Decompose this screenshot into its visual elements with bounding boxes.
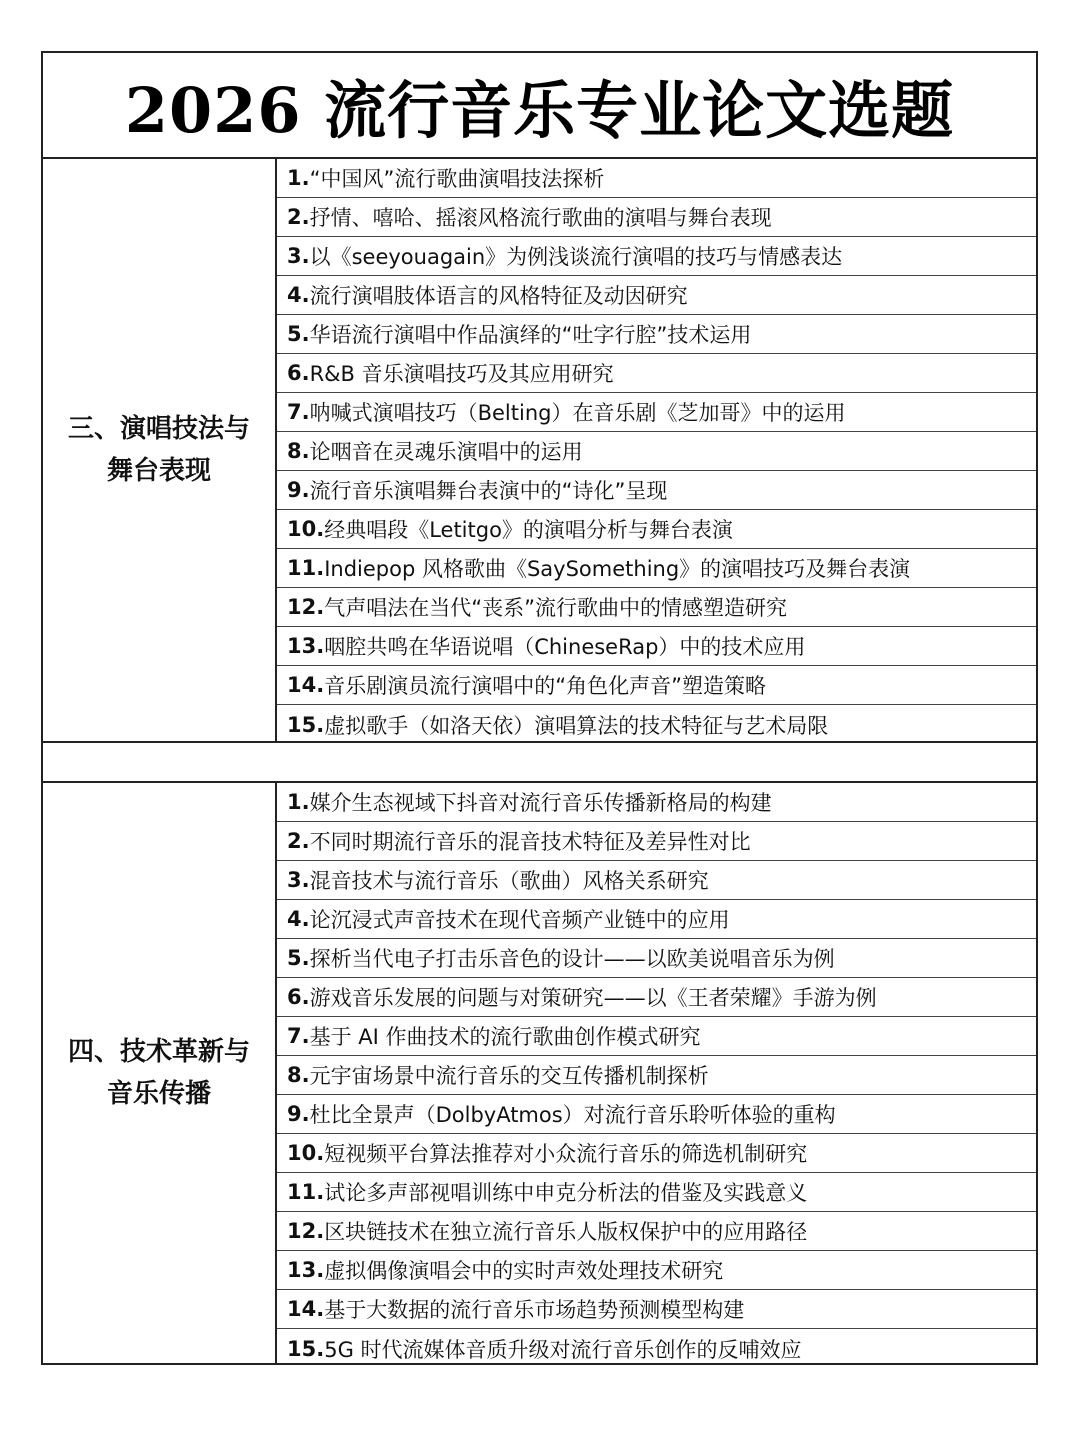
topic-row xyxy=(277,627,1036,666)
topic-text: 探析当代电子打击乐音色的设计——以欧美说唱音乐为例 xyxy=(309,947,835,971)
topic-row xyxy=(277,315,1036,354)
topic-number: 3. xyxy=(287,244,310,268)
topic-text: 基于 AI 作曲技术的流行歌曲创作模式研究 xyxy=(309,1025,701,1049)
topic-list xyxy=(277,783,1036,1363)
topic-row xyxy=(277,510,1036,549)
section-vocal-technique xyxy=(43,159,1036,743)
topic-text: 虚拟歌手（如洛天依）演唱算法的技术特征与艺术局限 xyxy=(324,713,829,738)
topic-text: 游戏音乐发展的问题与对策研究——以《王者荣耀》手游为例 xyxy=(309,986,877,1010)
topic-number: 12. xyxy=(287,595,325,619)
topic-number: 6. xyxy=(287,985,310,1009)
topic-number: 4. xyxy=(287,283,310,307)
topic-text: 流行音乐演唱舞台表演中的“诗化”呈现 xyxy=(309,479,668,503)
topic-number: 2. xyxy=(287,829,310,853)
topic-number: 1. xyxy=(287,790,310,814)
topic-row xyxy=(277,1290,1036,1329)
topic-text: 媒介生态视域下抖音对流行音乐传播新格局的构建 xyxy=(309,791,772,815)
topic-row xyxy=(277,978,1036,1017)
section-label-cell xyxy=(43,783,277,1363)
section-label: 四、技术革新与 音乐传播 xyxy=(67,1037,250,1109)
topic-text: 试论多声部视唱训练中申克分析法的借鉴及实践意义 xyxy=(324,1181,808,1205)
topic-number: 14. xyxy=(287,673,325,697)
topic-text: 流行演唱肢体语言的风格特征及动因研究 xyxy=(309,284,688,308)
topic-row xyxy=(277,1134,1036,1173)
topic-text: 咽腔共鸣在华语说唱（ChineseRap）中的技术应用 xyxy=(324,635,806,659)
topic-number: 13. xyxy=(287,1258,325,1282)
topic-row xyxy=(277,588,1036,627)
section-label: 三、演唱技法与 舞台表现 xyxy=(67,414,250,486)
topic-row xyxy=(277,393,1036,432)
topic-number: 7. xyxy=(287,400,310,424)
topic-text: 论咽音在灵魂乐演唱中的运用 xyxy=(309,440,583,464)
topic-list xyxy=(277,159,1036,741)
topic-number: 9. xyxy=(287,478,310,502)
topic-row xyxy=(277,900,1036,939)
topic-row xyxy=(277,666,1036,705)
topic-text: 杜比全景声（DolbyAtmos）对流行音乐聆听体验的重构 xyxy=(309,1103,836,1127)
topic-row xyxy=(277,432,1036,471)
topic-row xyxy=(277,939,1036,978)
topic-row xyxy=(277,471,1036,510)
topic-text: 音乐剧演员流行演唱中的“角色化声音”塑造策略 xyxy=(324,674,766,698)
topic-table xyxy=(41,51,1038,1365)
section-tech-innovation xyxy=(43,783,1036,1363)
topic-text: 5G 时代流媒体音质升级对流行音乐创作的反哺效应 xyxy=(324,1337,802,1362)
topic-text: 经典唱段《Letitgo》的演唱分析与舞台表演 xyxy=(324,518,733,542)
topic-row xyxy=(277,549,1036,588)
topic-number: 8. xyxy=(287,439,310,463)
section-label-cell xyxy=(43,159,277,741)
topic-number: 11. xyxy=(287,1180,325,1204)
topic-row xyxy=(277,1173,1036,1212)
topic-number: 9. xyxy=(287,1102,310,1126)
topic-number: 6. xyxy=(287,361,310,385)
topic-row xyxy=(277,1056,1036,1095)
topic-row xyxy=(277,237,1036,276)
topic-text: 华语流行演唱中作品演绎的“吐字行腔”技术运用 xyxy=(309,323,752,347)
topic-text: 短视频平台算法推荐对小众流行音乐的筛选机制研究 xyxy=(324,1142,808,1166)
topic-row xyxy=(277,1017,1036,1056)
empty-separator-row xyxy=(43,743,1036,783)
topic-text: 呐喊式演唱技巧（Belting）在音乐剧《芝加哥》中的运用 xyxy=(309,401,846,425)
topic-number: 12. xyxy=(287,1219,325,1243)
topic-text: 气声唱法在当代“丧系”流行歌曲中的情感塑造研究 xyxy=(324,596,787,620)
page-title: 2026 流行音乐专业论文选题 xyxy=(43,53,1036,159)
topic-number: 13. xyxy=(287,634,325,658)
topic-number: 15. xyxy=(287,712,325,737)
topic-text: 不同时期流行音乐的混音技术特征及差异性对比 xyxy=(309,830,751,854)
topic-number: 10. xyxy=(287,517,325,541)
topic-text: R&B 音乐演唱技巧及其应用研究 xyxy=(309,362,614,386)
topic-number: 14. xyxy=(287,1297,325,1321)
topic-row xyxy=(277,276,1036,315)
topic-text: 元宇宙场景中流行音乐的交互传播机制探析 xyxy=(309,1064,709,1088)
topic-row xyxy=(277,354,1036,393)
topic-text: 抒情、嘻哈、摇滚风格流行歌曲的演唱与舞台表现 xyxy=(309,206,772,230)
topic-number: 11. xyxy=(287,556,325,580)
topic-row xyxy=(277,1329,1036,1368)
topic-number: 2. xyxy=(287,205,310,229)
topic-number: 7. xyxy=(287,1024,310,1048)
topic-text: “中国风”流行歌曲演唱技法探析 xyxy=(309,167,605,191)
topic-number: 1. xyxy=(287,166,310,190)
topic-text: 基于大数据的流行音乐市场趋势预测模型构建 xyxy=(324,1298,745,1322)
topic-number: 8. xyxy=(287,1063,310,1087)
topic-row xyxy=(277,822,1036,861)
topic-row xyxy=(277,198,1036,237)
topic-number: 5. xyxy=(287,946,310,970)
topic-row xyxy=(277,705,1036,744)
topic-text: 区块链技术在独立流行音乐人版权保护中的应用路径 xyxy=(324,1220,808,1244)
topic-number: 15. xyxy=(287,1336,325,1361)
topic-number: 10. xyxy=(287,1141,325,1165)
topic-row xyxy=(277,159,1036,198)
topic-number: 5. xyxy=(287,322,310,346)
topic-text: 虚拟偶像演唱会中的实时声效处理技术研究 xyxy=(324,1259,724,1283)
topic-text: 混音技术与流行音乐（歌曲）风格关系研究 xyxy=(309,869,709,893)
topic-row xyxy=(277,783,1036,822)
topic-row xyxy=(277,1212,1036,1251)
topic-row xyxy=(277,1095,1036,1134)
topic-text: 以《seeyouagain》为例浅谈流行演唱的技巧与情感表达 xyxy=(309,245,843,269)
topic-row xyxy=(277,861,1036,900)
topic-number: 4. xyxy=(287,907,310,931)
topic-text: 论沉浸式声音技术在现代音频产业链中的应用 xyxy=(309,908,730,932)
topic-row xyxy=(277,1251,1036,1290)
topic-text: Indiepop 风格歌曲《SaySomething》的演唱技巧及舞台表演 xyxy=(324,557,911,581)
topic-number: 3. xyxy=(287,868,310,892)
